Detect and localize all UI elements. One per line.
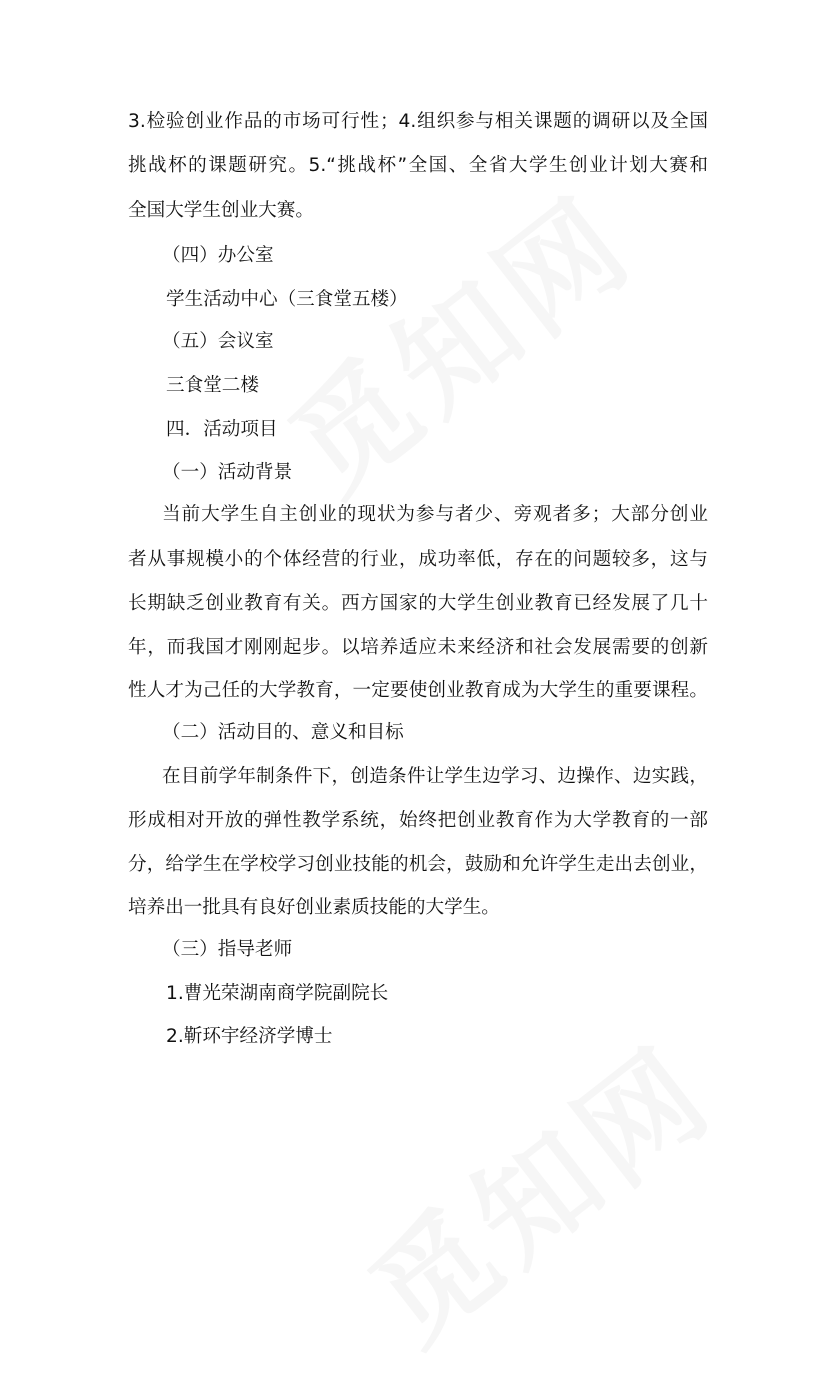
text-line: 者从事规模小的个体经营的行业，成功率低，存在的问题较多，这与 bbox=[128, 549, 708, 570]
text-line: 三食堂二楼 bbox=[166, 375, 259, 396]
text-line: 挑战杯的课题研究。5.“挑战杯”全国、全省大学生创业计划大赛和 bbox=[128, 155, 708, 176]
list-item: 1.曹光荣湖南商学院副院长 bbox=[166, 983, 389, 1004]
text-line: 分，给学生在学校学习创业技能的机会，鼓励和允许学生走出去创业， bbox=[128, 854, 708, 875]
section-heading: （二）活动目的、意义和目标 bbox=[162, 722, 404, 743]
text-line: 长期缺乏创业教育有关。西方国家的大学生创业教育已经发展了几十 bbox=[128, 593, 708, 614]
text-line: 培养出一批具有良好创业素质技能的大学生。 bbox=[128, 897, 500, 918]
list-item: 2.靳环宇经济学博士 bbox=[166, 1026, 333, 1047]
section-heading: 四．活动项目 bbox=[166, 419, 278, 440]
text-line: 形成相对开放的弹性教学系统，始终把创业教育作为大学教育的一部 bbox=[128, 810, 708, 831]
text-line: 年，而我国才刚刚起步。以培养适应未来经济和社会发展需要的创新 bbox=[128, 637, 708, 658]
text-line: 在目前学年制条件下，创造条件让学生边学习、边操作、边实践， bbox=[162, 766, 708, 787]
section-heading: （五）会议室 bbox=[162, 331, 274, 352]
text-line: 学生活动中心（三食堂五楼） bbox=[166, 289, 408, 310]
text-line: 3.检验创业作品的市场可行性；4.组织参与相关课题的调研以及全国 bbox=[128, 111, 708, 132]
watermark bbox=[330, 1000, 743, 1376]
text-line: 性人才为己任的大学教育，一定要使创业教育成为大学生的重要课程。 bbox=[128, 680, 708, 701]
text-line: 当前大学生自主创业的现状为参与者少、旁观者多；大部分创业 bbox=[162, 504, 708, 525]
section-heading: （一）活动背景 bbox=[162, 462, 293, 483]
section-heading: （三）指导老师 bbox=[162, 939, 293, 960]
section-heading: （四）办公室 bbox=[162, 245, 274, 266]
text-line: 全国大学生创业大赛。 bbox=[128, 200, 314, 221]
